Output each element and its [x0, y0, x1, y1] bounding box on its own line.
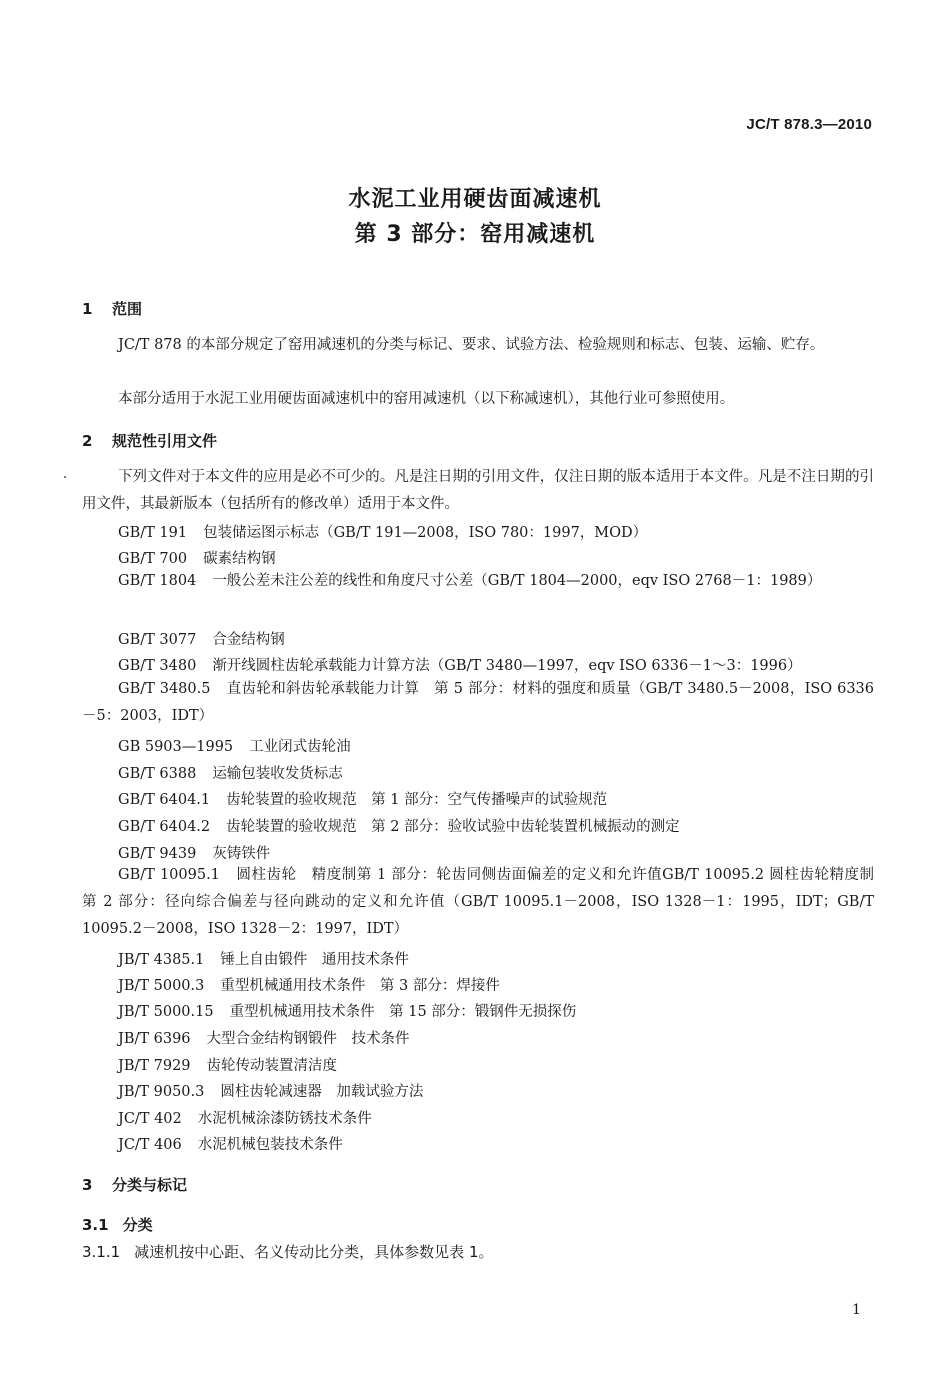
subsection-title: 分类 — [122, 1216, 153, 1234]
reference-title: 渐开线圆柱齿轮承载能力计算方法（GB/T 3480—1997，eqv ISO 6336－1～3：1996） — [212, 658, 802, 674]
section-number: 2 — [82, 432, 93, 450]
reference-title: 齿轮装置的验收规范 第 1 部分：空气传播噪声的试验规范 — [226, 792, 608, 808]
reference-title: 齿轮传动装置清洁度 — [206, 1058, 338, 1074]
section-number: 1 — [82, 300, 93, 318]
reference-item — [82, 862, 889, 943]
reference-code: JC/T 402 — [118, 1111, 182, 1127]
subsection-number: 3.1 — [82, 1216, 109, 1234]
reference-code: JB/T 9050.3 — [118, 1084, 205, 1100]
reference-code: JB/T 5000.15 — [118, 1004, 214, 1020]
margin-mark — [64, 476, 66, 478]
reference-item — [118, 1000, 576, 1021]
reference-title: 灰铸铁件 — [212, 846, 271, 862]
clause-number: 3.1.1 — [82, 1243, 121, 1261]
reference-code: GB/T 700 — [118, 551, 188, 567]
reference-title: 齿轮装置的验收规范 第 2 部分：验收试验中齿轮装置机械振动的测定 — [226, 819, 680, 835]
reference-code: GB/T 6388 — [118, 766, 197, 782]
reference-item — [118, 547, 276, 568]
reference-code: GB/T 3480 — [118, 658, 197, 674]
reference-code: GB/T 3480.5 — [118, 681, 211, 697]
reference-item — [118, 948, 409, 969]
section-number: 3 — [82, 1176, 93, 1194]
section-2-heading — [82, 430, 217, 451]
reference-item — [118, 788, 607, 809]
section-2-intro: 下列文件对于本文件的应用是必不可少的。凡是注日期的引用文件，仅注日期的版本适用于本文件。凡是不注日期的引用文件，其最新版本（包括所有的修改单）适用于本文件。 — [82, 469, 874, 512]
reference-code: JB/T 4385.1 — [118, 952, 205, 968]
reference-title: 锤上自由锻件 通用技术条件 — [220, 952, 409, 968]
reference-code: GB/T 6404.2 — [118, 819, 211, 835]
reference-title: 运输包装收发货标志 — [212, 766, 343, 782]
reference-title: 重型机械通用技术条件 第 3 部分：焊接件 — [220, 978, 500, 994]
section-1-paragraph-2: 本部分适用于水泥工业用硬齿面减速机中的窑用减速机（以下称减速机），其他行业可参照使用。 — [118, 391, 735, 407]
reference-code: GB/T 9439 — [118, 846, 197, 862]
reference-title: 碳素结构钢 — [203, 551, 276, 567]
subsection-3-1-heading — [82, 1214, 153, 1235]
page-number: 1 — [852, 1302, 861, 1318]
reference-item — [118, 1027, 410, 1048]
reference-code: JC/T 406 — [118, 1137, 182, 1153]
reference-item — [118, 762, 343, 783]
section-title: 范围 — [112, 300, 143, 318]
reference-item — [118, 1107, 372, 1128]
reference-title: 重型机械通用技术条件 第 15 部分：锻钢件无损探伤 — [229, 1004, 577, 1020]
reference-item — [118, 521, 647, 542]
document-subtitle: 第 3 部分：窑用减速机 — [354, 222, 596, 247]
reference-item — [118, 842, 270, 863]
reference-title: 水泥机械包装技术条件 — [197, 1137, 343, 1153]
reference-item — [118, 1080, 423, 1101]
reference-code: JB/T 5000.3 — [118, 978, 205, 994]
reference-title: 圆柱齿轮减速器 加载试验方法 — [220, 1084, 424, 1100]
reference-title: 直齿轮和斜齿轮承载能力计算 第 5 部分：材料的强度和质量（GB/T 3480.5－2008，ISO 6336－5：2003，IDT） — [82, 681, 874, 724]
reference-item — [82, 568, 874, 595]
reference-item — [118, 1133, 343, 1154]
reference-code: GB/T 6404.1 — [118, 792, 211, 808]
section-title: 分类与标记 — [112, 1176, 188, 1194]
reference-code: GB/T 1804 — [118, 573, 197, 589]
reference-item — [118, 1054, 337, 1075]
reference-title: 大型合金结构钢锻件 技术条件 — [206, 1031, 410, 1047]
document-title: 水泥工业用硬齿面减速机 — [348, 187, 602, 212]
reference-item — [118, 628, 285, 649]
section-3-heading — [82, 1174, 187, 1195]
reference-title: 包装储运图示标志（GB/T 191—2008，ISO 780：1997，MOD） — [203, 525, 648, 541]
reference-code: GB 5903—1995 — [118, 739, 234, 755]
reference-item — [118, 974, 500, 995]
reference-code: GB/T 3077 — [118, 632, 197, 648]
reference-code: JB/T 6396 — [118, 1031, 191, 1047]
section-1-heading — [82, 298, 142, 319]
reference-title: 工业闭式齿轮油 — [249, 739, 351, 755]
reference-item — [118, 735, 351, 756]
reference-item — [82, 676, 874, 730]
reference-title: 合金结构钢 — [212, 632, 285, 648]
reference-title: 水泥机械涂漆防锈技术条件 — [197, 1111, 372, 1127]
reference-item — [118, 654, 802, 675]
reference-title: 圆柱齿轮 精度制第 1 部分：轮齿同侧齿面偏差的定义和允许值GB/T 10095.2 圆柱齿轮精度制 第 2 部分：径向综合偏差与径向跳动的定义和允许值（GB/T 10095.1－2008，ISO 1328－1：1995，IDT；GB/T 10095.2－2008，ISO 1328－2：1997，IDT） — [82, 867, 889, 937]
section-1-paragraph-1: JC/T 878 的本部分规定了窑用减速机的分类与标记、要求、试验方法、检验规则和标志、包装、运输、贮存。 — [118, 337, 825, 353]
reference-item — [118, 815, 680, 836]
reference-code: GB/T 191 — [118, 525, 188, 541]
reference-code: GB/T 10095.1 — [118, 867, 220, 883]
clause-3-1-1 — [82, 1241, 494, 1262]
reference-code: JB/T 7929 — [118, 1058, 191, 1074]
section-title: 规范性引用文件 — [112, 432, 218, 450]
standard-code: JC/T 878.3—2010 — [746, 116, 872, 133]
clause-text: 减速机按中心距、名义传动比分类，具体参数见表 1。 — [134, 1243, 494, 1261]
reference-title: 一般公差未注公差的线性和角度尺寸公差（GB/T 1804—2000，eqv ISO 2768－1：1989） — [212, 573, 822, 589]
